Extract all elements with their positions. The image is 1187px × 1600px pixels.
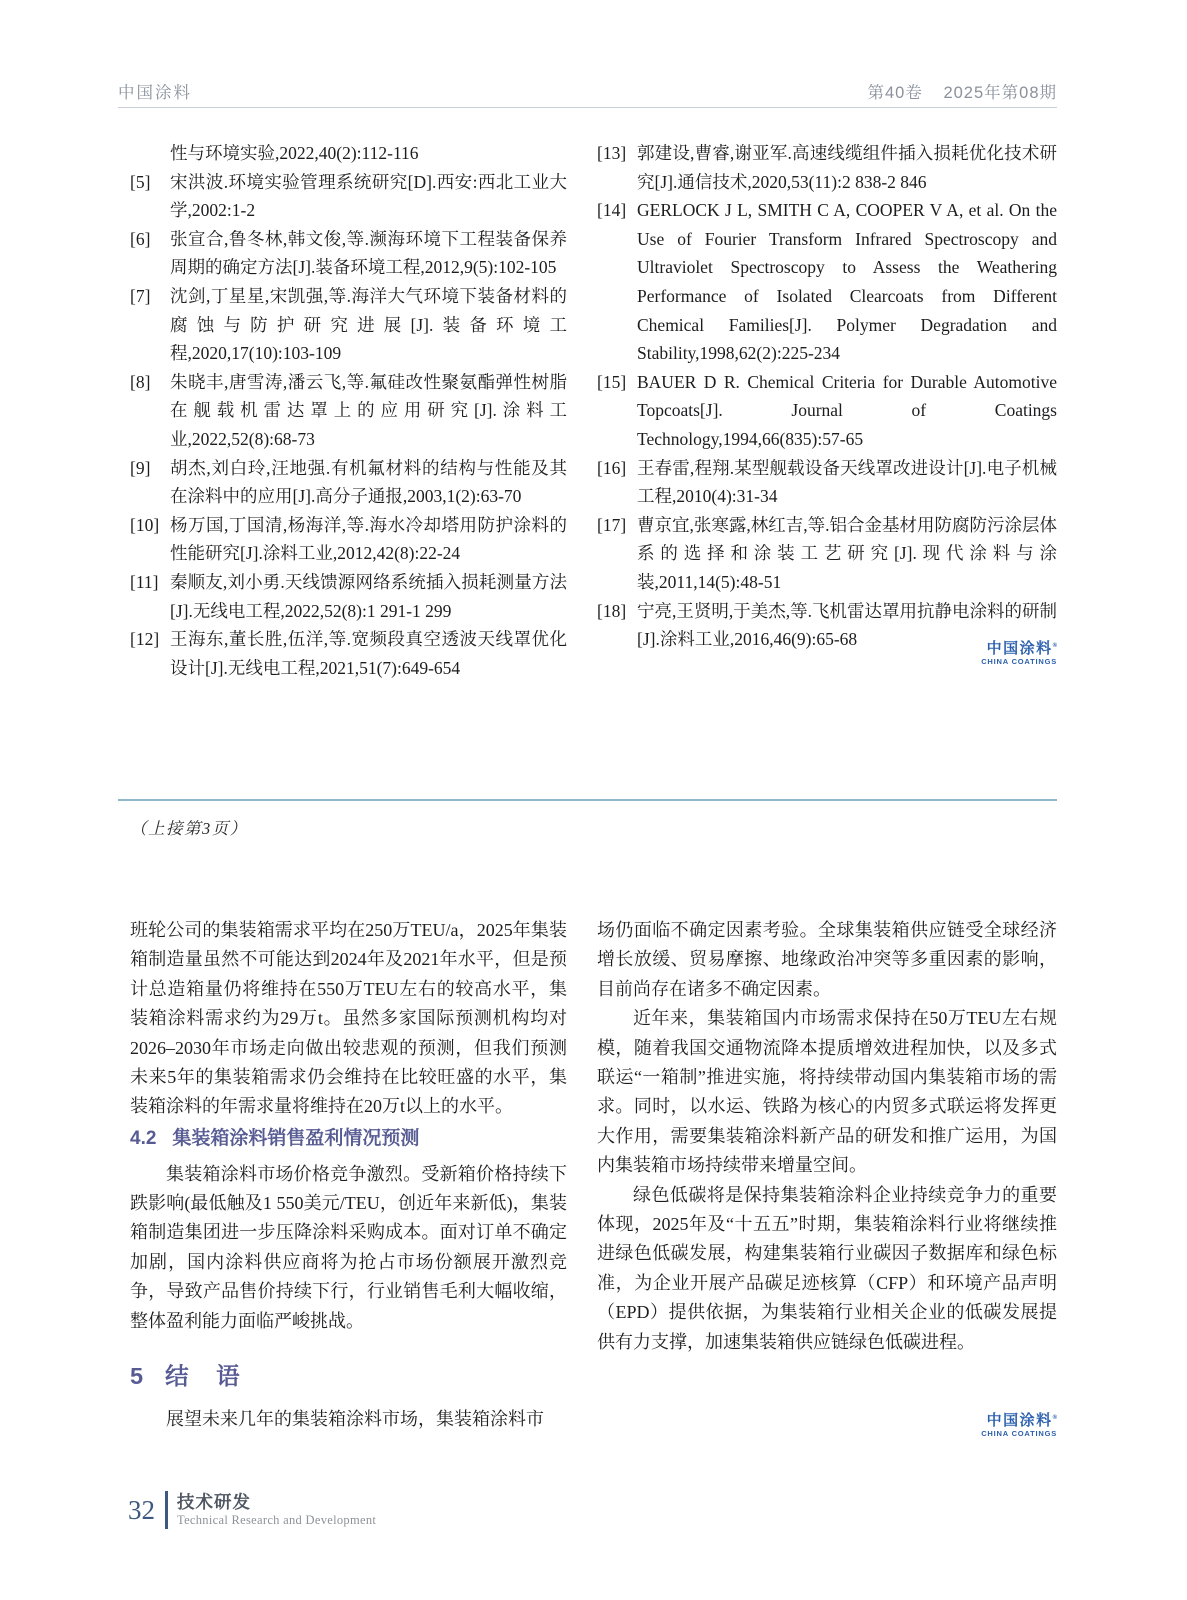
reference-text: 性与环境实验,2022,40(2):112-116 <box>170 143 419 163</box>
reference-text: 王春雷,程翔.某型舰载设备天线罩改进设计[J].电子机械工程,2010(4):31-34 <box>637 457 1057 507</box>
issue-label: 2025年第08期 <box>943 84 1057 102</box>
reference-text: 宋洪波.环境实验管理系统研究[D].西安:西北工业大学,2002:1-2 <box>170 171 567 221</box>
footer-section-cn: 技术研发 <box>177 1491 251 1512</box>
trademark-icon: ® <box>1052 643 1057 649</box>
heading-number: 4.2 <box>130 1127 157 1149</box>
reference-item <box>130 568 567 625</box>
footer-divider-bar <box>165 1491 168 1529</box>
reference-item <box>130 454 567 511</box>
reference-text: 胡杰,刘白玲,汪地强.有机氟材料的结构与性能及其在涂料中的应用[J].高分子通报,2003,1(2):63-70 <box>170 457 567 507</box>
reference-item <box>597 368 1057 454</box>
body-paragraph: 绿色低碳将是保持集装箱涂料企业持续竞争力的重要体现，2025年及“十五五”时期，集装箱涂料行业将继续推进绿色低碳发展，构建集装箱行业碳因子数据库和绿色标准，为企业开展产品碳足迹核算（CFP）和环境产品声明（EPD）提供依据，为集装箱行业相关企业的低碳发展提供有力支撑，加速集装箱供应链绿色低碳进程。 <box>597 1184 1057 1352</box>
reference-text: GERLOCK J L, SMITH C A, COOPER V A, et al. On the Use of Fourier Transform Infrared Spectroscopy and Ultraviolet Spectroscopy to Assess the Weathering Performance of Isolated Clearcoats from Different Chemical Families[J]. Polymer Degradation and Stability,1998,62(2):225-234 <box>637 200 1057 364</box>
reference-text: BAUER D R. Chemical Criteria for Durable Automotive Topcoats[J]. Journal of Coatings Technology,1994,66(835):57-65 <box>637 371 1057 449</box>
page-header <box>118 79 1057 103</box>
body-paragraph: 集装箱涂料市场价格竞争激烈。受新箱价格持续下跌影响(最低触及1 550美元/TEU，创近年来新低)，集装箱制造集团进一步压降涂料采购成本。面对订单不确定加剧，国内涂料供应商将为抢占市场份额展开激烈竞争，导致产品售价持续下行，行业销售毛利大幅收缩，整体盈利能力面临严峻挑战。 <box>130 1163 567 1331</box>
reference-number: [18] <box>597 600 627 621</box>
reference-number: [5] <box>130 171 151 192</box>
page-number: 32 <box>128 1494 155 1525</box>
reference-number <box>130 139 170 168</box>
article-body <box>130 916 1057 1435</box>
reference-item <box>597 511 1057 597</box>
volume-label: 第40卷 <box>867 84 923 102</box>
reference-item <box>130 368 567 454</box>
logo-text-en: CHINA COATINGS <box>981 657 1057 667</box>
footer-section-en: Technical Research and Development <box>177 1513 377 1528</box>
reference-number: [14] <box>597 200 627 221</box>
body-paragraph: 场仍面临不确定因素考验。全球集装箱供应链受全球经济增长放缓、贸易摩擦、地缘政治冲突等多重因素的影响，目前尚存在诸多不确定因素。 <box>597 920 1057 999</box>
body-left-column <box>130 916 567 1435</box>
page-footer <box>128 1491 376 1529</box>
header-rule <box>118 107 1057 108</box>
references-left-column <box>130 139 567 682</box>
logo-text-cn <box>981 1412 1057 1429</box>
reference-item <box>597 196 1057 368</box>
reference-number: [12] <box>130 629 160 650</box>
reference-number: [10] <box>130 514 160 535</box>
body-paragraph: 展望未来几年的集装箱涂料市场，集装箱涂料市 <box>166 1409 544 1430</box>
reference-item <box>597 454 1057 511</box>
reference-item <box>130 168 567 225</box>
reference-text: 郭建设,曹睿,谢亚军.高速线缆组件插入损耗优化技术研究[J].通信技术,2020,53(11):2 838-2 846 <box>637 143 1057 192</box>
reference-text: 杨万国,丁国清,杨海洋,等.海水冷却塔用防护涂料的性能研究[J].涂料工业,2012,42(8):22-24 <box>170 514 567 564</box>
reference-text: 宁亮,王贤明,于美杰,等.飞机雷达罩用抗静电涂料的研制[J].涂料工业,2016,46(9):65-68 <box>637 600 1057 650</box>
heading-number: 5 <box>130 1363 146 1390</box>
footer-section <box>177 1492 376 1529</box>
continued-from-note: （上接第3页） <box>130 819 248 838</box>
china-coatings-logo <box>981 640 1057 666</box>
reference-item <box>130 139 567 168</box>
heading-title: 结 语 <box>165 1363 242 1390</box>
reference-number: [15] <box>597 371 627 392</box>
reference-text: 秦顺友,刘小勇.天线馈源网络系统插入损耗测量方法[J].无线电工程,2022,52(8):1 291-1 299 <box>170 571 567 621</box>
reference-number: [13] <box>597 143 627 163</box>
logo-text-en: CHINA COATINGS <box>981 1429 1057 1439</box>
reference-number: [17] <box>597 514 627 535</box>
logo-text-cn <box>981 640 1057 657</box>
reference-item <box>130 225 567 282</box>
china-coatings-logo <box>981 1412 1057 1438</box>
reference-item <box>597 139 1057 196</box>
logo-cn-label: 中国涂料 <box>986 1412 1053 1429</box>
reference-item <box>130 511 567 568</box>
body-paragraph: 班轮公司的集装箱需求平均在250万TEU/a，2025年集装箱制造量虽然不可能达到2024年及2021年水平，但是预计总造箱量仍将维持在550万TEU左右的较高水平，集装箱涂料需求约为29万t。虽然多家国际预测机构均对2026–2030年市场走向做出较悲观的预测，但我们预测未来5年的集装箱需求仍会维持在比较旺盛的水平，集装箱涂料的年需求量将维持在20万t以上的水平。 <box>130 920 567 1117</box>
trademark-icon: ® <box>1052 1415 1057 1421</box>
issue-info <box>853 79 1057 103</box>
reference-number: [11] <box>130 571 159 592</box>
reference-number: [8] <box>130 371 151 392</box>
reference-item <box>130 625 567 682</box>
body-paragraph: 近年来，集装箱国内市场需求保持在50万TEU左右规模，随着我国交通物流降本提质增效进程加快，以及多式联运“一箱制”推进实施，将持续带动国内集装箱市场的需求。同时，以水运、铁路为核心的内贸多式联运将发挥更大作用，需要集装箱涂料新产品的研发和推广运用，为国内集装箱市场持续带来增量空间。 <box>597 1008 1057 1176</box>
reference-number: [9] <box>130 457 151 478</box>
reference-number: [6] <box>130 228 151 249</box>
logo-cn-label: 中国涂料 <box>986 640 1053 657</box>
reference-text: 张宣合,鲁冬林,韩文俊,等.濒海环境下工程装备保养周期的确定方法[J].装备环境工程,2012,9(5):102-105 <box>170 228 567 278</box>
section-heading <box>130 1127 567 1151</box>
reference-number: [7] <box>130 285 151 306</box>
reference-text: 沈剑,丁星星,宋凯强,等.海洋大气环境下装备材料的腐蚀与防护研究进展[J].装备环境工程,2020,17(10):103-109 <box>170 285 567 364</box>
reference-text: 王海东,董长胜,伍洋,等.宽频段真空透波天线罩优化设计[J].无线电工程,2021,51(7):649-654 <box>170 629 567 678</box>
references-section <box>130 139 1057 682</box>
heading-title: 集装箱涂料销售盈利情况预测 <box>172 1127 420 1149</box>
reference-text: 朱晓丰,唐雪涛,潘云飞,等.氟硅改性聚氨酯弹性树脂在舰载机雷达罩上的应用研究[J].涂料工业,2022,52(8):68-73 <box>170 371 567 449</box>
journal-title: 中国涂料 <box>118 84 192 102</box>
chapter-heading <box>130 1362 567 1390</box>
section-divider-rule <box>118 799 1057 801</box>
reference-number: [16] <box>597 457 627 478</box>
references-right-column <box>597 139 1057 682</box>
reference-item <box>130 282 567 368</box>
reference-text: 曹京宜,张寒露,林红吉,等.铝合金基材用防腐防污涂层体系的选择和涂装工艺研究[J].现代涂料与涂装,2011,14(5):48-51 <box>637 514 1057 592</box>
body-right-column <box>597 916 1057 1435</box>
